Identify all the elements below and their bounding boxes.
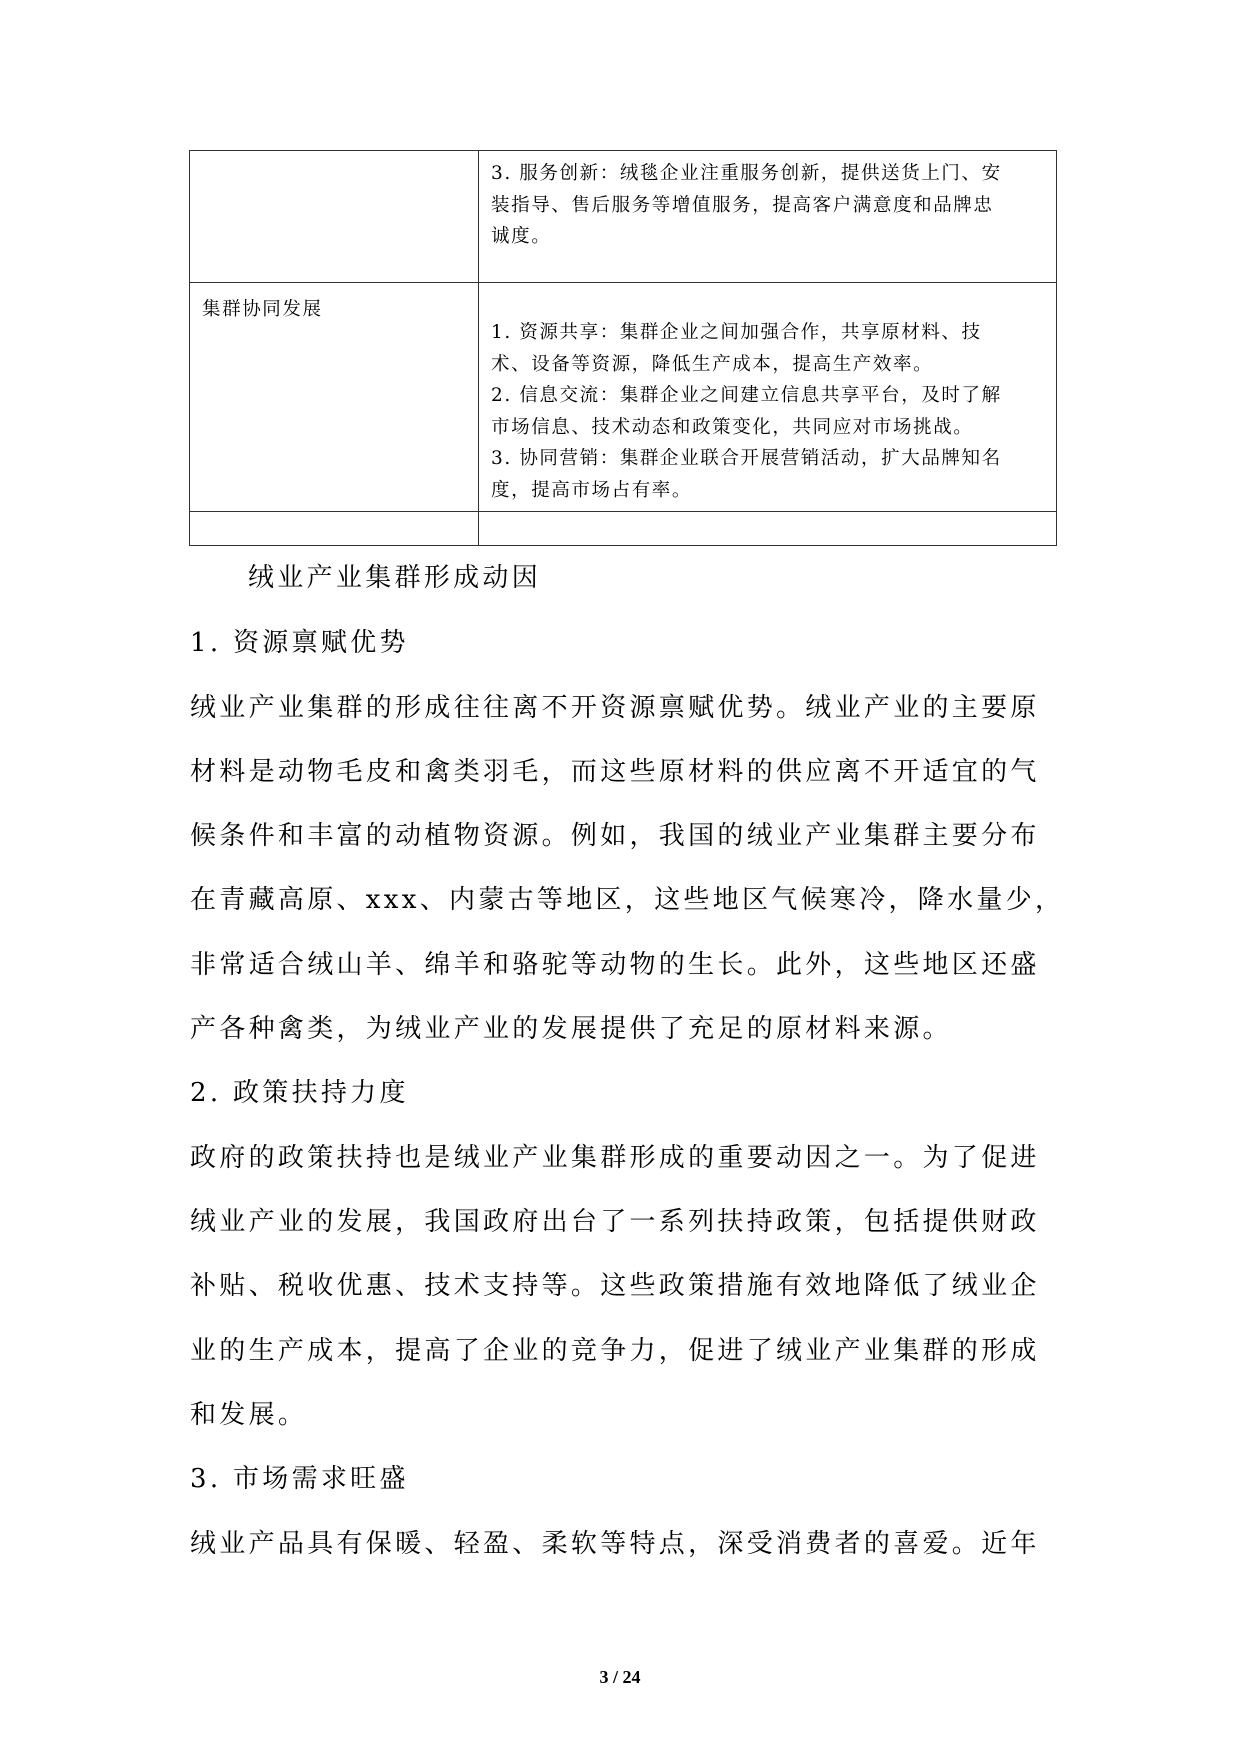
table-cell-right [479, 151, 1057, 283]
paragraph-line: 材料是动物毛皮和禽类羽毛，而这些原材料的供应离不开适宜的气 [190, 757, 1040, 787]
table-cell-line: 3. 协同营销：集群企业联合开展营销活动，扩大品牌知名 [491, 448, 1002, 469]
paragraph-line: 和发展。 [190, 1400, 308, 1430]
paragraph-line: 在青藏高原、xxx、内蒙古等地区，这些地区气候寒冷，降水量少， [190, 885, 1065, 915]
table-cell-text [479, 283, 1056, 506]
heading-2: 2. 政策扶持力度 [190, 1078, 409, 1108]
table-cell-line: 1. 资源共享：集群企业之间加强合作，共享原材料、技 [491, 322, 982, 343]
paragraph-line: 补贴、税收优惠、技术支持等。这些政策措施有效地降低了绒业企 [190, 1271, 1040, 1301]
section-title: 绒业产业集群形成动因 [248, 563, 542, 593]
table-cell-line: 装指导、售后服务等增值服务，提高客户满意度和品牌忠 [491, 194, 994, 216]
table-cell-text [190, 151, 478, 162]
content-table [189, 150, 1057, 546]
table-cell-right [479, 512, 1057, 546]
table-row [190, 151, 1057, 283]
heading-1: 1. 资源禀赋优势 [190, 628, 409, 658]
paragraph-line: 非常适合绒山羊、绵羊和骆驼等动物的生长。此外，这些地区还盛 [190, 950, 1040, 980]
paragraph-line: 绒业产品具有保暖、轻盈、柔软等特点，深受消费者的喜爱。近年 [190, 1529, 1040, 1559]
table-cell-line: 3. 服务创新：绒毯企业注重服务创新，提供送货上门、安 [491, 163, 1002, 184]
table-row [190, 512, 1057, 546]
table-cell-line: 术、设备等资源，降低生产成本，提高生产效率。 [491, 353, 934, 375]
table-cell-line: 市场信息、技术动态和政策变化，共同应对市场挑战。 [491, 416, 974, 438]
table-cell-text [479, 151, 1056, 253]
table-cell-left [190, 283, 479, 512]
table-cell-text [190, 512, 478, 523]
heading-3: 3. 市场需求旺盛 [190, 1464, 409, 1494]
table-cell-line: 度，提高市场占有率。 [491, 479, 693, 501]
table-cell-right [479, 283, 1057, 512]
paragraph-line: 绒业产业的发展，我国政府出台了一系列扶持政策，包括提供财政 [190, 1207, 1040, 1237]
paragraph-line: 候条件和丰富的动植物资源。例如，我国的绒业产业集群主要分布 [190, 821, 1040, 851]
table-cell-text: 集群协同发展 [202, 299, 323, 320]
table-cell-left [190, 512, 479, 546]
table-cell-line: 2. 信息交流：集群企业之间建立信息共享平台，及时了解 [491, 385, 1002, 406]
paragraph-line: 政府的政策扶持也是绒业产业集群形成的重要动因之一。为了促进 [190, 1143, 1040, 1173]
paragraph-line: 产各种禽类，为绒业产业的发展提供了充足的原材料来源。 [190, 1014, 952, 1044]
paragraph-line: 绒业产业集群的形成往往离不开资源禀赋优势。绒业产业的主要原 [190, 693, 1040, 723]
page-number: 3 / 24 [599, 1667, 641, 1687]
table-row [190, 283, 1057, 512]
table-cell-line: 诚度。 [491, 226, 552, 247]
table-cell-left [190, 151, 479, 283]
paragraph-line: 业的生产成本，提高了企业的竞争力，促进了绒业产业集群的形成 [190, 1336, 1040, 1366]
